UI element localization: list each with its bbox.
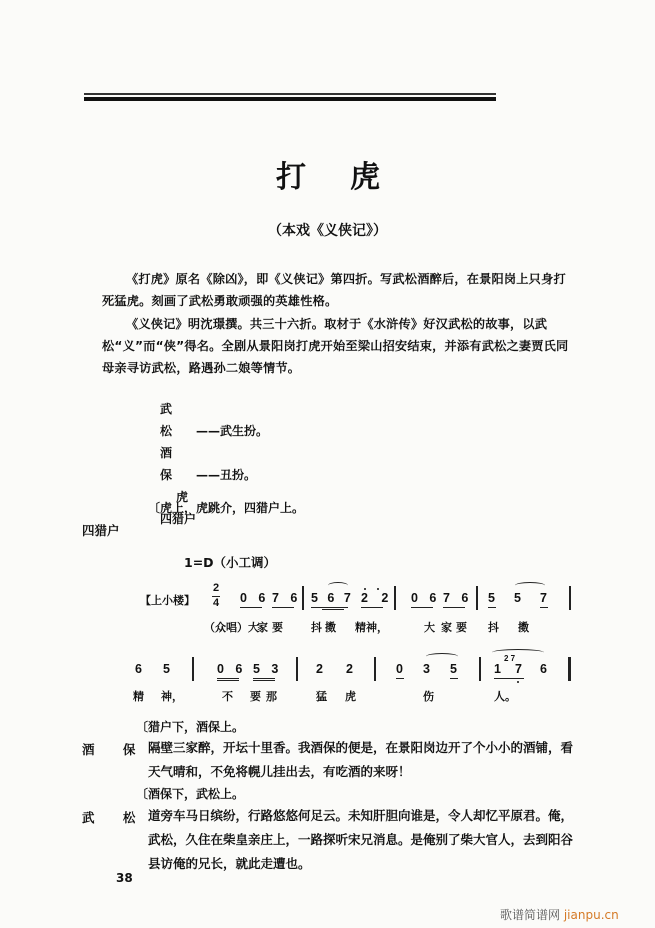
lyric: （众唱）大 [204,622,259,634]
underline [217,678,239,679]
lyric: 伤 [423,691,434,703]
slur [492,649,544,656]
underline [494,678,524,679]
underline [540,607,548,608]
stage-direction: 〔酒保下，武松上。 [136,787,245,801]
underline [411,607,433,608]
underline [311,607,348,608]
cast-item: 四猎户 [160,512,197,526]
lyric: 家要 [441,622,471,634]
note: 7 [515,662,522,676]
note-group: 7 6 [272,591,302,605]
barline [394,586,396,610]
barline [569,586,571,610]
speaker-name: 酒 保 [82,742,148,757]
high-dot [377,588,379,590]
note-group: 5 6 7 [311,591,354,605]
watermark-en: jianpu.cn [563,908,619,922]
underline [450,678,458,679]
barline [374,657,376,681]
note: 7 [540,591,547,605]
stage-direction: 〔虎上，虎跳介，四猎户上。 [148,501,305,515]
lyric: 不 [222,691,233,703]
lyric: 抖擞 [311,622,339,634]
underline [253,680,275,681]
key-signature: 1=D（小工调） [184,555,277,570]
dialogue-text: 隔壁三家醉，开坛十里香。我酒保的便是，在景阳岗边开了个小小的酒铺，看 天气晴和，不免将幌儿挂出去，有吃酒的来呀！ [148,740,574,779]
barline [302,586,304,610]
note: 6 [540,662,547,676]
time-sig-bottom: 4 [213,597,220,609]
note-group: 2 2 [361,591,394,605]
underline [361,607,383,608]
barline [192,657,194,681]
note: 0 [396,662,403,676]
lyric: 家要 [257,622,287,634]
lyric: 擞 [518,622,529,634]
underline [272,607,294,608]
lyric: 人。 [494,691,516,703]
note: 5 [163,662,170,676]
barline [476,586,478,610]
tune-name: 【上小楼】 [140,595,195,607]
note: 5 [450,662,457,676]
slur [328,582,348,589]
underline [396,678,404,679]
underline [322,609,344,610]
lyric: 抖 [488,622,499,634]
cast-item: 虎 [176,490,189,504]
page-number: 38 [116,871,133,885]
cast-item: 酒 保 ——丑扮。 [160,446,257,482]
note-group: 0 6 [411,591,441,605]
time-sig-top: 2 [213,582,220,594]
dialogue-text: 道旁车马日缤纷，行路悠悠何足云。未知肝胆向谁是，令人却忆平原君。俺， 武松，久住在柴皇亲庄上，一路探听宋兄消息。是俺别了柴大官人，去到阳谷 县访俺的兄长，就此走遭也。 [148,808,574,871]
intro-paragraph-2: 《义侠记》明沈璟撰。共三十六折。取材于《水浒传》好汉武松的故事，以武松“义”而“侠”得名。全剧从景阳岗打虎开始至梁山招安结束，并添有武松之妻贾氏同母亲寻访武松，路遇孙二娘等情节。 [102,317,569,375]
lyric: 精神， [355,622,388,634]
watermark-cn: 歌谱简谱网 [500,908,561,922]
watermark [500,906,619,923]
note: 3 [423,662,430,676]
note: 2 [316,662,323,676]
lyric: 猛 [316,691,327,703]
note: 5 [514,591,521,605]
high-dot [364,588,366,590]
lyric: 神， [161,691,183,703]
slur [515,582,545,589]
speaker-name: 武 松 [82,810,148,825]
barline [296,657,298,681]
page-title: 打 [276,160,306,195]
intro-paragraph-1: 《打虎》原名《除凶》，即《义侠记》第四折。写武松酒醉后，在景阳岗上只身打死猛虎。刻画了武松勇敢顽强的英雄性格。 [102,272,566,308]
low-dot [517,681,519,683]
note: 6 [135,662,142,676]
note-group: 0 6 [217,662,247,676]
note: 1 [494,662,501,676]
page-subtitle: （本戏《义侠记》） [268,223,387,239]
note-group: 5 3 [253,662,283,676]
note: 2 [346,662,353,676]
underline [217,680,239,681]
final-barline [568,657,571,681]
cast-item: 武 松 ——武生扮。 [160,402,269,438]
lyric: 虎 [345,691,356,703]
slur [426,653,458,660]
note-group: 0 6 [240,591,270,605]
underline [488,607,496,608]
underline [240,607,262,608]
grace-note: 2 7 [504,654,516,663]
lyric: 要那 [250,691,282,703]
barline [479,657,481,681]
lyric: 精 [133,691,144,703]
underline [443,607,465,608]
singer-label: 四猎户 [82,523,120,538]
lyric: 大 [424,622,435,634]
note-group: 7 6 [443,591,473,605]
note: 5 [488,591,495,605]
stage-direction: 〔猎户下，酒保上。 [136,720,245,734]
page-title-2: 虎 [350,160,380,195]
underline [253,678,275,679]
